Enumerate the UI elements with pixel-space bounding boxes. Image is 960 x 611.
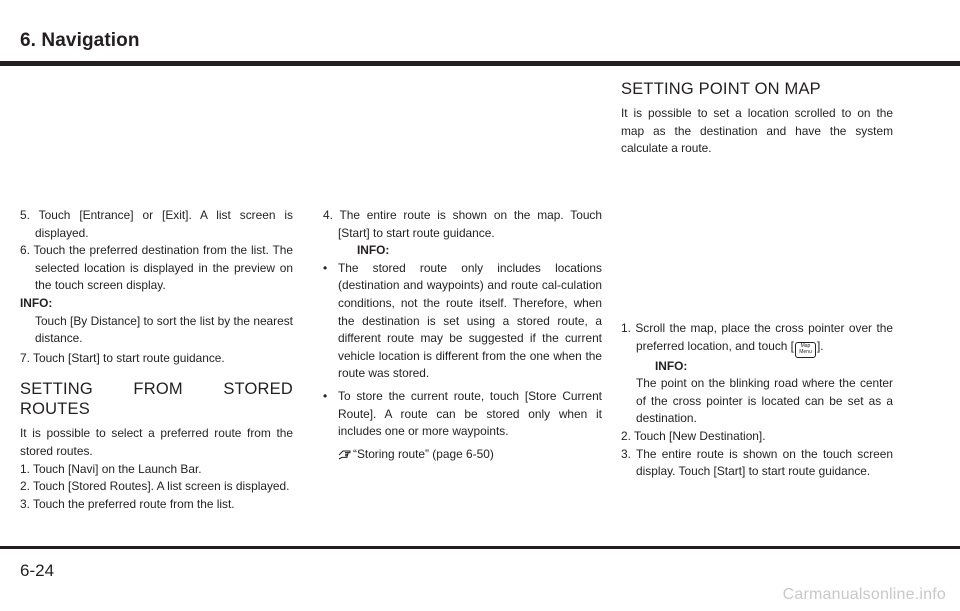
step-1-text: 1. Scroll the map, place the cross pointer over the preferred location, and touch [ [621, 321, 893, 353]
bullet-text: To store the current route, touch [Store Current Route]. A route can be stored only when it includes one or more waypoints. [338, 388, 602, 439]
watermark: Carmanualsonline.info [782, 586, 946, 603]
info-label: INFO: [655, 358, 688, 373]
column-left [20, 207, 293, 513]
step-1: 1. Touch [Navi] on the Launch Bar. [20, 461, 202, 476]
column-right-steps [621, 320, 893, 481]
info-text: The point on the blinking road where the center of the cross pointer is located can be set as a destination. [636, 376, 893, 426]
info-label: INFO: [20, 295, 53, 310]
page-number: 6-24 [20, 561, 55, 580]
step-7: 7. Touch [Start] to start route guidance. [20, 350, 225, 365]
chapter-title: 6. Navigation [20, 30, 140, 51]
step-1-end: ]. [816, 338, 824, 353]
bullet-text: The stored route only includes locations (destination and waypoints) and route cal-culation conditions, not the route itself. Therefore, when the destination is set using a stored route, a different route may be suggested if the current vehicle location is different from the one when the route was stored. [338, 260, 602, 381]
step-3: 3. Touch the preferred route from the list. [20, 496, 235, 511]
step-3: 3. The entire route is shown on the touch screen display. Touch [Start] to start route guidance. [621, 446, 893, 479]
info-text: Touch [By Distance] to sort the list by the nearest distance. [35, 313, 293, 346]
step-6: 6. Touch the preferred destination from the list. The selected location is displayed in the preview on the touch screen display. [20, 243, 293, 293]
info-bullet-2 [323, 388, 602, 441]
column-right [621, 79, 893, 158]
reference-text: “Storing route” (page 6-50) [353, 446, 494, 461]
map-key-line-2: Menu [799, 348, 812, 355]
section-title-point-on-map: SETTING POINT ON MAP [621, 80, 821, 98]
map-key-line-1: Map [800, 342, 811, 349]
section-intro: It is possible to set a location scrolled to on the map as the destination and have the system calculate a route. [621, 106, 893, 156]
header-rule [0, 61, 960, 66]
step-4: 4. The entire route is shown on the map. Touch [Start] to start route guidance. [323, 208, 602, 240]
column-middle [323, 207, 602, 465]
step-2: 2. Touch [New Destination]. [621, 428, 766, 443]
page-reference[interactable] [323, 446, 602, 466]
pointing-hand-icon [338, 448, 353, 466]
section-title-stored-routes: SETTING FROM STORED ROUTES [20, 380, 293, 419]
bullet-mark: • [323, 388, 328, 403]
info-label: INFO: [357, 243, 390, 258]
step-1 [621, 320, 893, 358]
info-bullet-1 [323, 260, 602, 383]
footer-rule [0, 546, 960, 549]
step-5: 5. Touch [Entrance] or [Exit]. A list screen is displayed. [20, 208, 293, 240]
step-2: 2. Touch [Stored Routes]. A list screen is displayed. [20, 479, 290, 494]
section-intro: It is possible to select a preferred route from the stored routes. [20, 426, 293, 458]
map-menu-key-icon [795, 342, 816, 358]
bullet-mark: • [323, 260, 328, 275]
